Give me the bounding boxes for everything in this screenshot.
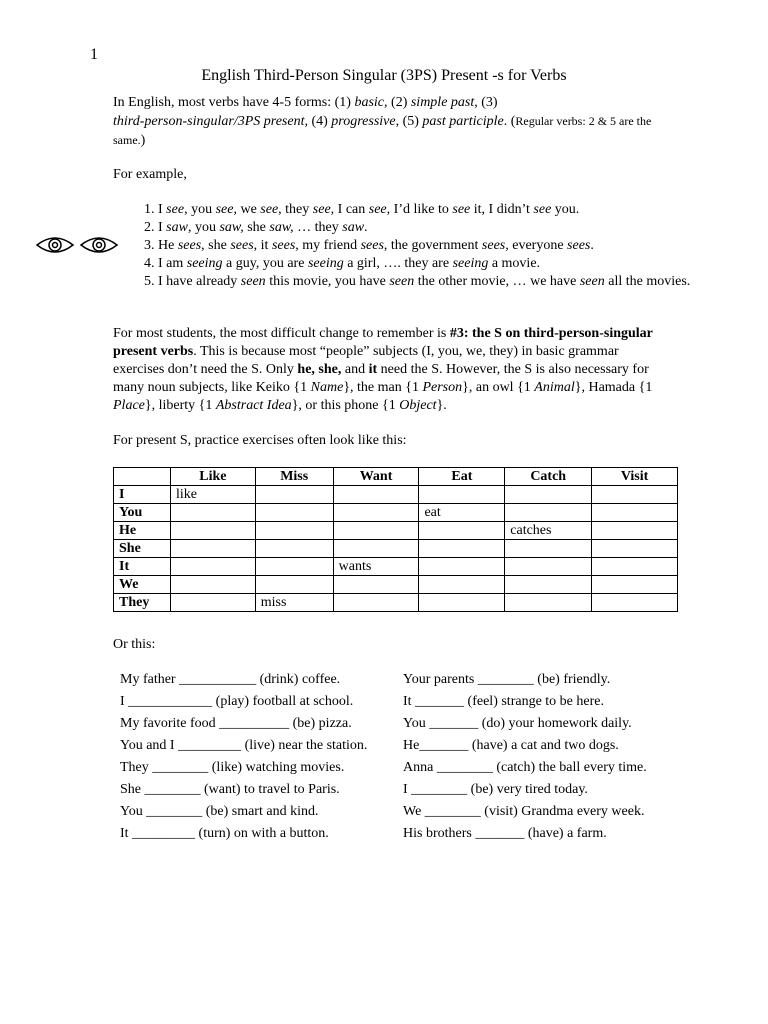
or-this-label: Or this: (113, 637, 156, 652)
table-cell: catches (505, 522, 592, 540)
table-row (114, 576, 678, 594)
exercise-item: My father ___________ (drink) coffee. (120, 672, 341, 687)
table-cell (592, 522, 678, 540)
table-cell (505, 576, 592, 594)
exercise-item: We ________ (visit) Grandma every week. (403, 804, 645, 819)
table-cell (505, 540, 592, 558)
table-cell (592, 594, 678, 612)
table-cell (505, 486, 592, 504)
subject-cell: It (114, 558, 171, 576)
conjugation-table (113, 467, 678, 612)
exercise-item: You _______ (do) your homework daily. (403, 716, 632, 731)
eyes-icon (35, 233, 121, 257)
for-example-label: For example, (113, 167, 187, 182)
subject-cell: I (114, 486, 171, 504)
exercise-item: I ________ (be) very tired today. (403, 782, 588, 797)
practice-intro: For present S, practice exercises often look like this: (113, 433, 407, 448)
table-row (114, 540, 678, 558)
exercise-item: Anna ________ (catch) the ball every time. (403, 760, 647, 775)
table-header (114, 468, 171, 486)
table-header: Catch (505, 468, 592, 486)
table-cell (419, 540, 505, 558)
table-cell (505, 594, 592, 612)
subject-cell: They (114, 594, 171, 612)
example-item: 4. I am seeing a guy, you are seeing a girl, …. they are seeing a movie. (158, 255, 708, 273)
table-cell (592, 486, 678, 504)
subject-cell: You (114, 504, 171, 522)
table-cell: eat (419, 504, 505, 522)
example-item: 2. I saw, you saw, she saw, … they saw. (158, 219, 708, 237)
exercise-item: You ________ (be) smart and kind. (120, 804, 319, 819)
subject-cell: She (114, 540, 171, 558)
exercise-item: You and I _________ (live) near the station. (120, 738, 368, 753)
table-cell (255, 540, 333, 558)
table-cell (592, 558, 678, 576)
table-cell: miss (255, 594, 333, 612)
exercise-column-right (403, 669, 647, 845)
table-header: Like (170, 468, 255, 486)
table-cell (170, 594, 255, 612)
exercise-item: He_______ (have) a cat and two dogs. (403, 738, 619, 753)
example-item: 1. I see, you see, we see, they see, I can see, I’d like to see it, I didn’t see you. (158, 201, 708, 219)
table-row (114, 594, 678, 612)
example-item: 3. He sees, she sees, it sees, my friend sees, the government sees, everyone sees. (158, 237, 708, 255)
exercise-item: They ________ (like) watching movies. (120, 760, 345, 775)
page-number: 1 (90, 46, 98, 63)
table-cell (255, 522, 333, 540)
exercise-item: I ____________ (play) football at school. (120, 694, 354, 709)
exercise-item: My favorite food __________ (be) pizza. (120, 716, 352, 731)
table-cell: wants (333, 558, 419, 576)
table-cell (592, 576, 678, 594)
subject-cell: He (114, 522, 171, 540)
table-cell (170, 522, 255, 540)
table-cell (333, 504, 419, 522)
eye-icon (81, 238, 117, 252)
table-row (114, 504, 678, 522)
exercise-item: His brothers _______ (have) a farm. (403, 826, 607, 841)
table-row (114, 522, 678, 540)
eye-icon (37, 238, 73, 252)
table-cell (255, 576, 333, 594)
table-cell: like (170, 486, 255, 504)
table-cell (419, 522, 505, 540)
table-header: Visit (592, 468, 678, 486)
table-cell (419, 594, 505, 612)
table-cell (419, 486, 505, 504)
table-cell (170, 504, 255, 522)
table-header-row (114, 468, 678, 486)
table-cell (592, 540, 678, 558)
table-cell (333, 486, 419, 504)
exercise-item: It _________ (turn) on with a button. (120, 826, 329, 841)
table-row (114, 486, 678, 504)
example-list (113, 201, 708, 291)
table-cell (419, 558, 505, 576)
exercise-column-left (120, 669, 367, 845)
table-cell (255, 486, 333, 504)
table-row (114, 558, 678, 576)
page-title: English Third-Person Singular (3PS) Present -s for Verbs (201, 67, 567, 84)
exercise-item: Your parents ________ (be) friendly. (403, 672, 611, 687)
table-cell (333, 576, 419, 594)
table-cell (170, 558, 255, 576)
table-cell (255, 558, 333, 576)
difficulty-paragraph: For most students, the most difficult change to remember is #3: the S on third-person-singular present verbs. This is because most “people” subjects (I, you, we, they) in basic grammar exercises don’t need the S. Only he, she, and it need the S. However, the S is also necessary for many noun subjects, like Keiko {1 Name}, the man {1 Person}, an owl {1 Animal}, Hamada {1 Place}, liberty {1 Abstract Idea}, or this phone {1 Object}. (113, 326, 653, 413)
table-cell (333, 522, 419, 540)
table-cell (170, 540, 255, 558)
table-cell (333, 540, 419, 558)
table-header: Eat (419, 468, 505, 486)
exercise-item: It _______ (feel) strange to be here. (403, 694, 604, 709)
intro-paragraph: In English, most verbs have 4-5 forms: (1) basic, (2) simple past, (3) third-person-singular/3PS present, (4) progressive, (5) past participle. (Regular verbs: 2 & 5 are the same.) (113, 95, 652, 148)
table-cell (505, 504, 592, 522)
table-cell (592, 504, 678, 522)
table-cell (419, 576, 505, 594)
subject-cell: We (114, 576, 171, 594)
table-cell (255, 504, 333, 522)
table-cell (333, 594, 419, 612)
table-header: Want (333, 468, 419, 486)
exercise-item: She ________ (want) to travel to Paris. (120, 782, 340, 797)
table-header: Miss (255, 468, 333, 486)
table-cell (170, 576, 255, 594)
table-cell (505, 558, 592, 576)
example-item: 5. I have already seen this movie, you have seen the other movie, … we have seen all the movies. (158, 273, 708, 291)
